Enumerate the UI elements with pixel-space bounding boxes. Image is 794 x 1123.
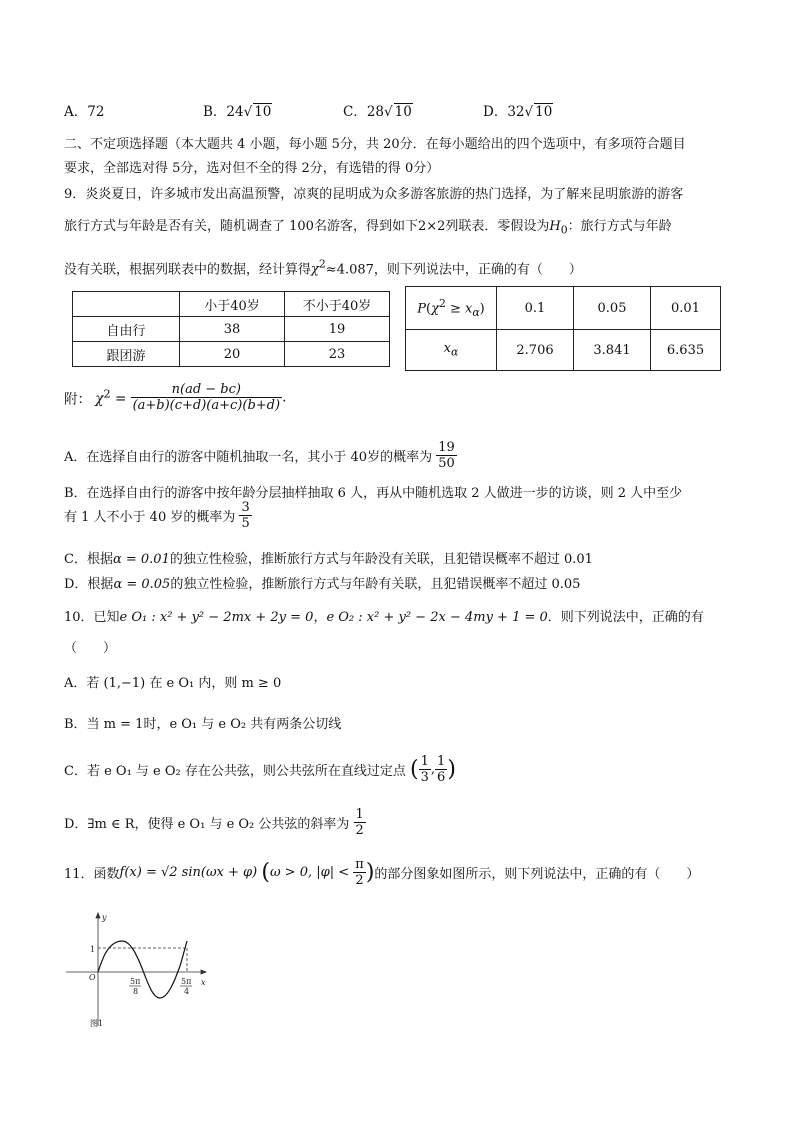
- table-row: 自由行 38 19: [73, 317, 390, 342]
- table-header-empty: [73, 292, 180, 317]
- contingency-table: [72, 291, 390, 367]
- q8-option-b: B．24√ 10: [203, 104, 272, 120]
- q9-option-d: D．根据α = 0.05的独立性检验，推断旅行方式与年龄有关联，且犯错误概率不超过 0.05: [64, 577, 581, 592]
- q9-option-a: A．在选择自由行的游客中随机抽取一名，其小于 40岁的概率为 $\frac{19}{50}$: [64, 440, 455, 471]
- q10-option-b: B．当 m = 1时，e O₁ 与 e O₂ 共有两条公切线: [64, 717, 342, 732]
- graph-y-tick: 1: [90, 945, 96, 954]
- y-axis-arrow: [96, 913, 100, 918]
- q8-option-d: D．32√ 10: [483, 104, 553, 120]
- graph-tick2-num: 5π: [181, 977, 192, 986]
- critical-value-table: $P(\chi^2 \ge x_\alpha)$ 0.1 0.05 0.01 $x_\alpha$ 2.706 3.841 6.635: [405, 286, 721, 371]
- graph-y-label: y: [102, 913, 107, 922]
- section2-line1: 二、不定项选择题（本大题共 4 小题，每小题 5分，共 20分．在每小题给出的四个选项中，有多项符合题目: [64, 137, 686, 152]
- q9-option-c: C．根据α = 0.01的独立性检验，推断旅行方式与年龄没有关联，且犯错误概率不超过 0.01: [64, 552, 593, 567]
- graph-tick1-num: 5π: [130, 977, 141, 986]
- q11-stem: 11．函数f(x) = √2 sin(ωx + φ) (ω > 0, |φ| < $\frac{\pi}{2}$ )的部分图象如图所示，则下列说法中，正确的有（ ）: [64, 857, 700, 888]
- graph-caption: 图1: [90, 1019, 104, 1028]
- table-row: 跟团游 20 23: [73, 342, 390, 367]
- chi-square-formula: 附： $\chi^2$ = $\frac{n(ad - bc)}{(a+b)(c+d)(a+c)(b+d)}$ .: [64, 382, 287, 413]
- q8-option-a: A．72: [64, 104, 105, 120]
- q9-line2: 旅行方式与年龄是否有关，随机调查了 100名游客，得到如下2×2列联表．零假设为$H_0$：旅行方式与年龄: [64, 219, 672, 237]
- q9-line1: 9．炎炎夏日，许多城市发出高温预警，凉爽的昆明成为众多游客旅游的热门选择，为了解来昆明旅游的游客: [64, 187, 684, 202]
- graph-tick1-den: 8: [133, 987, 139, 996]
- q10-option-c: C．若 e O₁ 与 e O₂ 存在公共弦，则公共弦所在直线过定点 ( $\frac{1}{3}$ , $\frac{1}{6}$ ): [64, 754, 456, 785]
- critical-table-p-label: $P(\chi^2 \ge x_\alpha)$: [406, 287, 497, 330]
- q9-line3: 没有关联，根据列联表中的数据，经计算得$\chi^2\approx 4.087$，则下列说法中，正确的有（ ）: [64, 258, 582, 278]
- table-header-over40: 不小于40岁: [285, 292, 390, 317]
- q8-option-c: C．28√ 10: [343, 104, 412, 120]
- q10-option-d: D．∃m ∈ R，使得 e O₁ 与 e O₂ 公共弦的斜率为 $\frac{1}{2}$: [64, 807, 364, 838]
- graph-tick2-den: 4: [184, 987, 190, 996]
- q9-option-b-line2: 有 1 人不小于 40 岁的概率为 $\frac{3}{5}$: [64, 500, 250, 531]
- graph-x-label: x: [201, 978, 206, 987]
- section2-line2: 要求，全部选对得 5分，选对但不全的得 2分，有选错的得 0分）: [64, 161, 440, 176]
- critical-table-x-label: $x_\alpha$: [406, 330, 497, 371]
- table-header-under40: 小于40岁: [180, 292, 285, 317]
- q9-option-b-line1: B．在选择自由行的游客中按年龄分层抽样抽取 6 人，再从中随机选取 2 人做进一步的访谈，则 2 人中至少: [64, 486, 683, 501]
- graph-origin: O: [89, 973, 96, 982]
- q10-stem: 10．已知e O₁ : x² + y² − 2mx + 2y = 0，e O₂ : x² + y² − 2x − 4my + 1 = 0．则下列说法中，正确的有: [64, 610, 704, 625]
- q10-paren: （ ）: [64, 641, 117, 656]
- q10-option-a: A．若 (1,−1) 在 e O₁ 内，则 m ≥ 0: [64, 676, 282, 691]
- q11-function-graph: [60, 908, 210, 1033]
- sine-curve: [98, 941, 190, 998]
- x-axis-arrow: [201, 970, 206, 974]
